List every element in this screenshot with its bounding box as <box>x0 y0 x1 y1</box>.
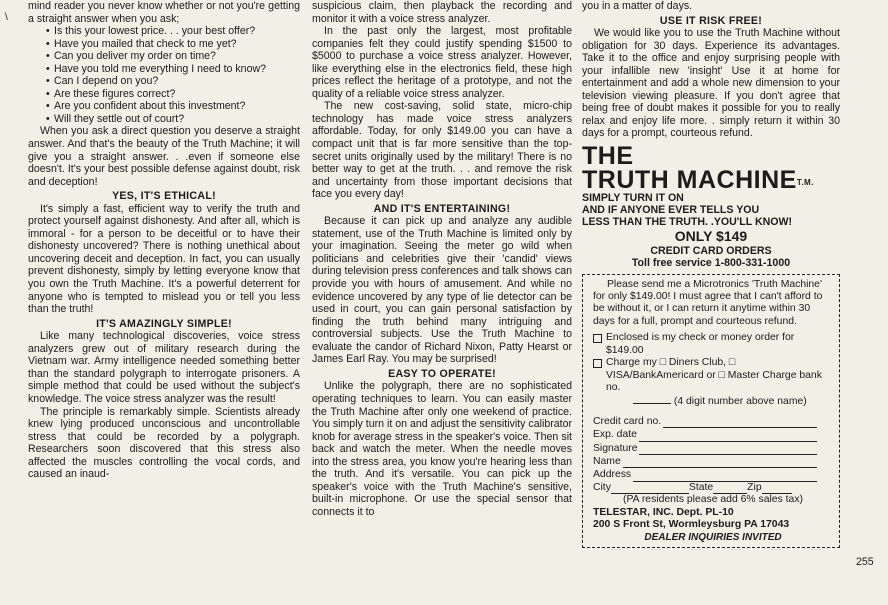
product-title <box>582 142 840 195</box>
input-line[interactable] <box>633 472 817 482</box>
dealer-note: DEALER INQUIRIES INVITED <box>644 532 782 544</box>
paragraph: It's simply a fast, efficient way to verify the truth and protect yourself against dishonesty. And after all, which is immoral - for a person to be deceitful or to have their dishonesty uncovered? There is nothing unethical about uncovering deceit and deception. In fact, you can usually prevent dishonesty, simply by letting everyone know that you own the Truth Machine. It's a powerful deterrent for anyone who is tempted to mislead you or tell you less than the truth! <box>28 202 300 316</box>
title-truth-machine: TRUTH MACHINE <box>582 166 797 195</box>
bank-number-line[interactable] <box>633 394 671 404</box>
field-card-no[interactable] <box>593 416 833 428</box>
question-item: • Have you told me everything I need to know? <box>54 63 300 76</box>
title-the: THE <box>582 142 634 171</box>
bank-number-note <box>593 394 833 408</box>
input-line[interactable] <box>663 418 817 428</box>
paragraph: The new cost-saving, solid state, micro-chip technology has made voice stress analyzers affordable. Today, for only $149.00 you can have a compact unit that is far more sensitive than the top-secret units originally used by the military! There is no better way to get at the truth. . . and remove the risk and uncertainty from those important decisions that face you every day! <box>312 100 572 201</box>
coupon-body: Please send me a Microtronics 'Truth Machine' for only $149.00! I must agree that I can't afford to be without it, or I can return it anytime within 30 days for a full, prompt and courteous refund. <box>593 278 823 327</box>
heading-ethical: YES, IT'S ETHICAL! <box>112 190 216 203</box>
question-item: • Are these figures correct? <box>54 88 300 101</box>
city-line[interactable] <box>611 484 689 494</box>
input-line[interactable] <box>639 432 817 442</box>
paragraph: In the past only the largest, most profitable companies felt they could justify spending $1500 to $5000 to purchase a voice stress analyzer. However, like everything else in the electronics field, these high prices reflect the heritage of a prototype, and not the quality of a reliable voice stress analyzer. <box>312 25 572 100</box>
question-item: • Can I depend on you? <box>54 75 300 88</box>
question-item: • Can you deliver my order on time? <box>54 50 300 63</box>
field-label: Credit card no. <box>593 415 662 427</box>
field-label: Signature <box>593 442 638 454</box>
field-label: Name <box>593 455 621 467</box>
trademark: T.M. <box>796 178 814 188</box>
field-label: Address <box>593 469 632 481</box>
order-coupon <box>582 274 840 548</box>
tax-note: (PA residents please add 6% sales tax) <box>622 494 803 506</box>
field-name[interactable] <box>593 456 833 468</box>
option-charge-label: Charge my □ Diners Club, □ VISA/BankAmericard or □ Master Charge bank no. <box>606 357 822 393</box>
tagline-1: SIMPLY TURN IT ON <box>582 192 684 205</box>
question-item: • Are you confident about this investment? <box>54 100 300 113</box>
price: ONLY $149 <box>674 228 748 245</box>
heading-risk-free: USE IT RISK FREE! <box>659 14 763 27</box>
field-city-state-zip[interactable] <box>593 482 833 494</box>
tagline-3: LESS THAN THE TRUTH. .YOU'LL KNOW! <box>582 216 793 229</box>
paragraph: We would like you to use the Truth Machine without obligation for 30 days. Experience its advantages. Take it to the office and enjoy surprising people with your infallible new 'insight' Use it at home for entertainment and add a whole new dimension to your television viewing pleasure. If you don't agree that being free of doubt makes it possible for you to really relax and enjoy life more. . simply return it within 30 days for a prompt, courteous refund. <box>582 27 840 140</box>
toll-free-line: Toll free service 1-800-331-1000 <box>631 257 791 270</box>
option-charge[interactable] <box>593 357 833 394</box>
column-2 <box>312 0 572 518</box>
paragraph: When you ask a direct question you deserve a straight answer. And that's the beauty of the Truth Machine; it will give you a straight answer. . .even if someone else doesn't. It's your best possible defense against doubt, risk and deception! <box>28 125 300 188</box>
field-signature[interactable] <box>593 443 833 455</box>
column-3 <box>582 0 840 548</box>
field-address[interactable] <box>593 469 833 481</box>
field-label: State <box>688 481 714 493</box>
paragraph: Like many technological discoveries, voice stress analyzers grew out of military research during the Vietnam war. Army intelligence needed something better than the standard polygraph to interrogate prisoners. A simple method that could be used without the subject's knowledge. The voice stress analyzer was the result! <box>28 330 300 405</box>
column-1 <box>28 0 300 481</box>
col3-intro: you in a matter of days. <box>582 0 693 12</box>
input-line[interactable] <box>639 445 817 455</box>
question-item: • Is this your lowest price. . . your best offer? <box>54 25 300 38</box>
paragraph: The principle is remarkably simple. Scientists already knew lying produced unconscious and uncontrollable stress that could be recorded by a polygraph. Researchers soon discovered that this stress also affected the muscles controlling the vocal cords, and caused an inaud- <box>28 405 300 481</box>
option-check[interactable] <box>593 332 833 357</box>
company-name: TELESTAR, INC. Dept. PL-10 <box>593 506 734 518</box>
tagline-2: AND IF ANYONE EVER TELLS YOU <box>582 204 760 217</box>
checkbox-icon[interactable] <box>593 359 602 368</box>
paragraph: Unlike the polygraph, there are no sophisticated operating techniques to learn. You can easily master the Truth Machine after only one weekend of practice. You simply turn it on and adjust the sensitivity calibrator knob for average stress in the speaker's voice. Then sit back and watch the meter. When the needle moves into the stress area, you know you're hearing less than the truth. And it's versatile. You can pick up the speaker's voice with the Truth Machine's sensitive, built-in microphone. Or use the special sensor that connects it to <box>312 380 572 518</box>
input-line[interactable] <box>623 458 817 468</box>
checkbox-icon[interactable] <box>593 334 602 343</box>
question-item: • Have you mailed that check to me yet? <box>54 38 300 51</box>
question-list <box>28 25 300 125</box>
heading-entertaining: AND IT'S ENTERTAINING! <box>373 202 511 215</box>
col2-intro: suspicious claim, then playback the recording and monitor it with a voice stress analyzer. <box>312 0 572 25</box>
col1-intro: mind reader you never know whether or not you're getting a straight answer when you ask; <box>28 0 300 25</box>
field-exp-date[interactable] <box>593 429 833 441</box>
question-item: • Will they settle out of court? <box>54 113 300 126</box>
option-check-label: Enclosed is my check or money order for $149.00 <box>606 332 795 356</box>
page-number: 255 <box>856 556 874 568</box>
credit-card-heading: CREDIT CARD ORDERS <box>650 244 772 257</box>
zip-line[interactable] <box>762 484 792 494</box>
bank-number-hint: (4 digit number above name) <box>673 396 807 408</box>
field-label: Zip <box>747 481 762 493</box>
company-address: 200 S Front St, Wormleysburg PA 17043 <box>593 518 790 530</box>
field-label: Exp. date <box>593 429 637 441</box>
paragraph: Because it can pick up and analyze any audible statement, use of the Truth Machine is limited only by your imagination. Seeing the meter go wild when politicians and celebrities give their 'candid' views during television press conferences and talk shows can provide you with hours of amusement. And while no evidence uncovered by any type of lie detector can be used in court, you can gain personal satisfaction by finding the truth behind many intriguing and controversial subjects. Use the Truth Machine to evaluate the candor of Richard Nixon, Patty Hearst or James Earl Ray. You may be surprised! <box>312 215 572 366</box>
margin-mark: \ <box>5 12 8 23</box>
heading-simple: IT'S AMAZINGLY SIMPLE! <box>96 317 232 330</box>
field-label: City <box>593 481 611 493</box>
state-line[interactable] <box>713 484 747 494</box>
heading-easy: EASY TO OPERATE! <box>388 367 496 380</box>
